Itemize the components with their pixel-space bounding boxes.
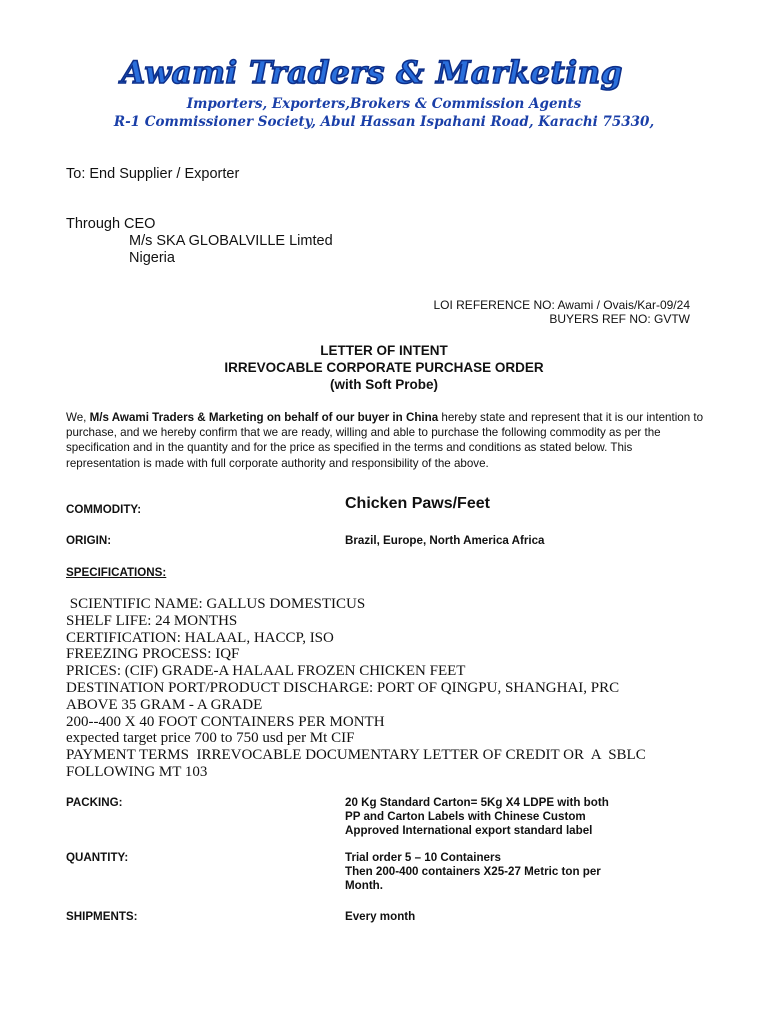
spec-line: SHELF LIFE: 24 MONTHS	[66, 612, 238, 629]
letterhead-address: R-1 Commissioner Society, Abul Hassan Ispahani Road, Karachi 75330,	[113, 114, 655, 130]
addressee-through: Through CEO	[66, 216, 156, 232]
addressee-company: M/s SKA GLOBALVILLE Limted	[129, 233, 333, 249]
spec-line: FREEZING PROCESS: IQF	[66, 646, 240, 663]
company-logo-text: Awami Traders & Marketing	[121, 55, 623, 91]
packing-line: PP and Carton Labels with Chinese Custom	[345, 810, 586, 823]
packing-line: 20 Kg Standard Carton= 5Kg X4 LDPE with both	[345, 796, 609, 809]
spec-line: ABOVE 35 GRAM - A GRADE	[66, 696, 263, 713]
spec-line: PAYMENT TERMS IRREVOCABLE DOCUMENTARY LETTER OF CREDIT OR A SBLC	[66, 747, 646, 764]
spec-line: PRICES: (CIF) GRADE-A HALAAL FROZEN CHICKEN FEET	[66, 663, 466, 680]
addressee-to: To: End Supplier / Exporter	[66, 166, 240, 182]
document-subtitle-note: (with Soft Probe)	[330, 377, 438, 392]
quantity-value	[345, 851, 601, 893]
loi-reference: LOI REFERENCE NO: Awami / Ovais/Kar-09/24	[433, 298, 690, 312]
shipments-label: SHIPMENTS:	[66, 910, 138, 923]
packing-label: PACKING:	[66, 796, 123, 809]
spec-line: SCIENTIFIC NAME: GALLUS DOMESTICUS	[66, 596, 366, 612]
addressee-country: Nigeria	[129, 250, 175, 266]
commodity-value: Chicken Paws/Feet	[345, 495, 490, 512]
document-title: LETTER OF INTENT	[320, 343, 448, 358]
packing-value	[345, 796, 609, 838]
origin-label: ORIGIN:	[66, 534, 112, 547]
commodity-label: COMMODITY:	[66, 503, 142, 516]
origin-value: Brazil, Europe, North America Africa	[345, 534, 545, 547]
company-logo	[110, 50, 635, 94]
document-subtitle: IRREVOCABLE CORPORATE PURCHASE ORDER	[224, 360, 544, 375]
intro-lead: We,	[66, 411, 87, 424]
intro-body: hereby state and represent that it is our intention to purchase, and we hereby confirm that we are ready, willing and able to purchase the following commodity as per the specification and in the quantity and for the price as specified in the terms and conditions as stated below. This representation is made with full corporate authority and responsibility of the above.	[66, 411, 704, 470]
intro-paragraph	[66, 410, 706, 471]
quantity-line: Trial order 5 – 10 Containers	[345, 851, 501, 864]
quantity-line: Then 200-400 containers X25-27 Metric ton per	[345, 865, 601, 878]
spec-line: CERTIFICATION: HALAAL, HACCP, ISO	[66, 629, 334, 646]
specifications-list	[66, 596, 706, 781]
letterhead-tagline: Importers, Exporters,Brokers & Commission Agents	[186, 96, 582, 112]
specifications-label: SPECIFICATIONS:	[66, 566, 167, 579]
quantity-label: QUANTITY:	[66, 851, 129, 864]
intro-buyer: M/s Awami Traders & Marketing on behalf of our buyer in China	[89, 411, 439, 424]
spec-line: DESTINATION PORT/PRODUCT DISCHARGE: PORT OF QINGPU, SHANGHAI, PRC	[66, 679, 620, 696]
quantity-line: Month.	[345, 879, 383, 892]
shipments-value: Every month	[345, 910, 416, 923]
spec-line: 200--400 X 40 FOOT CONTAINERS PER MONTH	[66, 713, 385, 730]
packing-line: Approved International export standard label	[345, 824, 593, 837]
spec-line: FOLLOWING MT 103	[66, 763, 208, 780]
spec-line: expected target price 700 to 750 usd per Mt CIF	[66, 730, 355, 747]
buyers-reference: BUYERS REF NO: GVTW	[549, 312, 690, 326]
